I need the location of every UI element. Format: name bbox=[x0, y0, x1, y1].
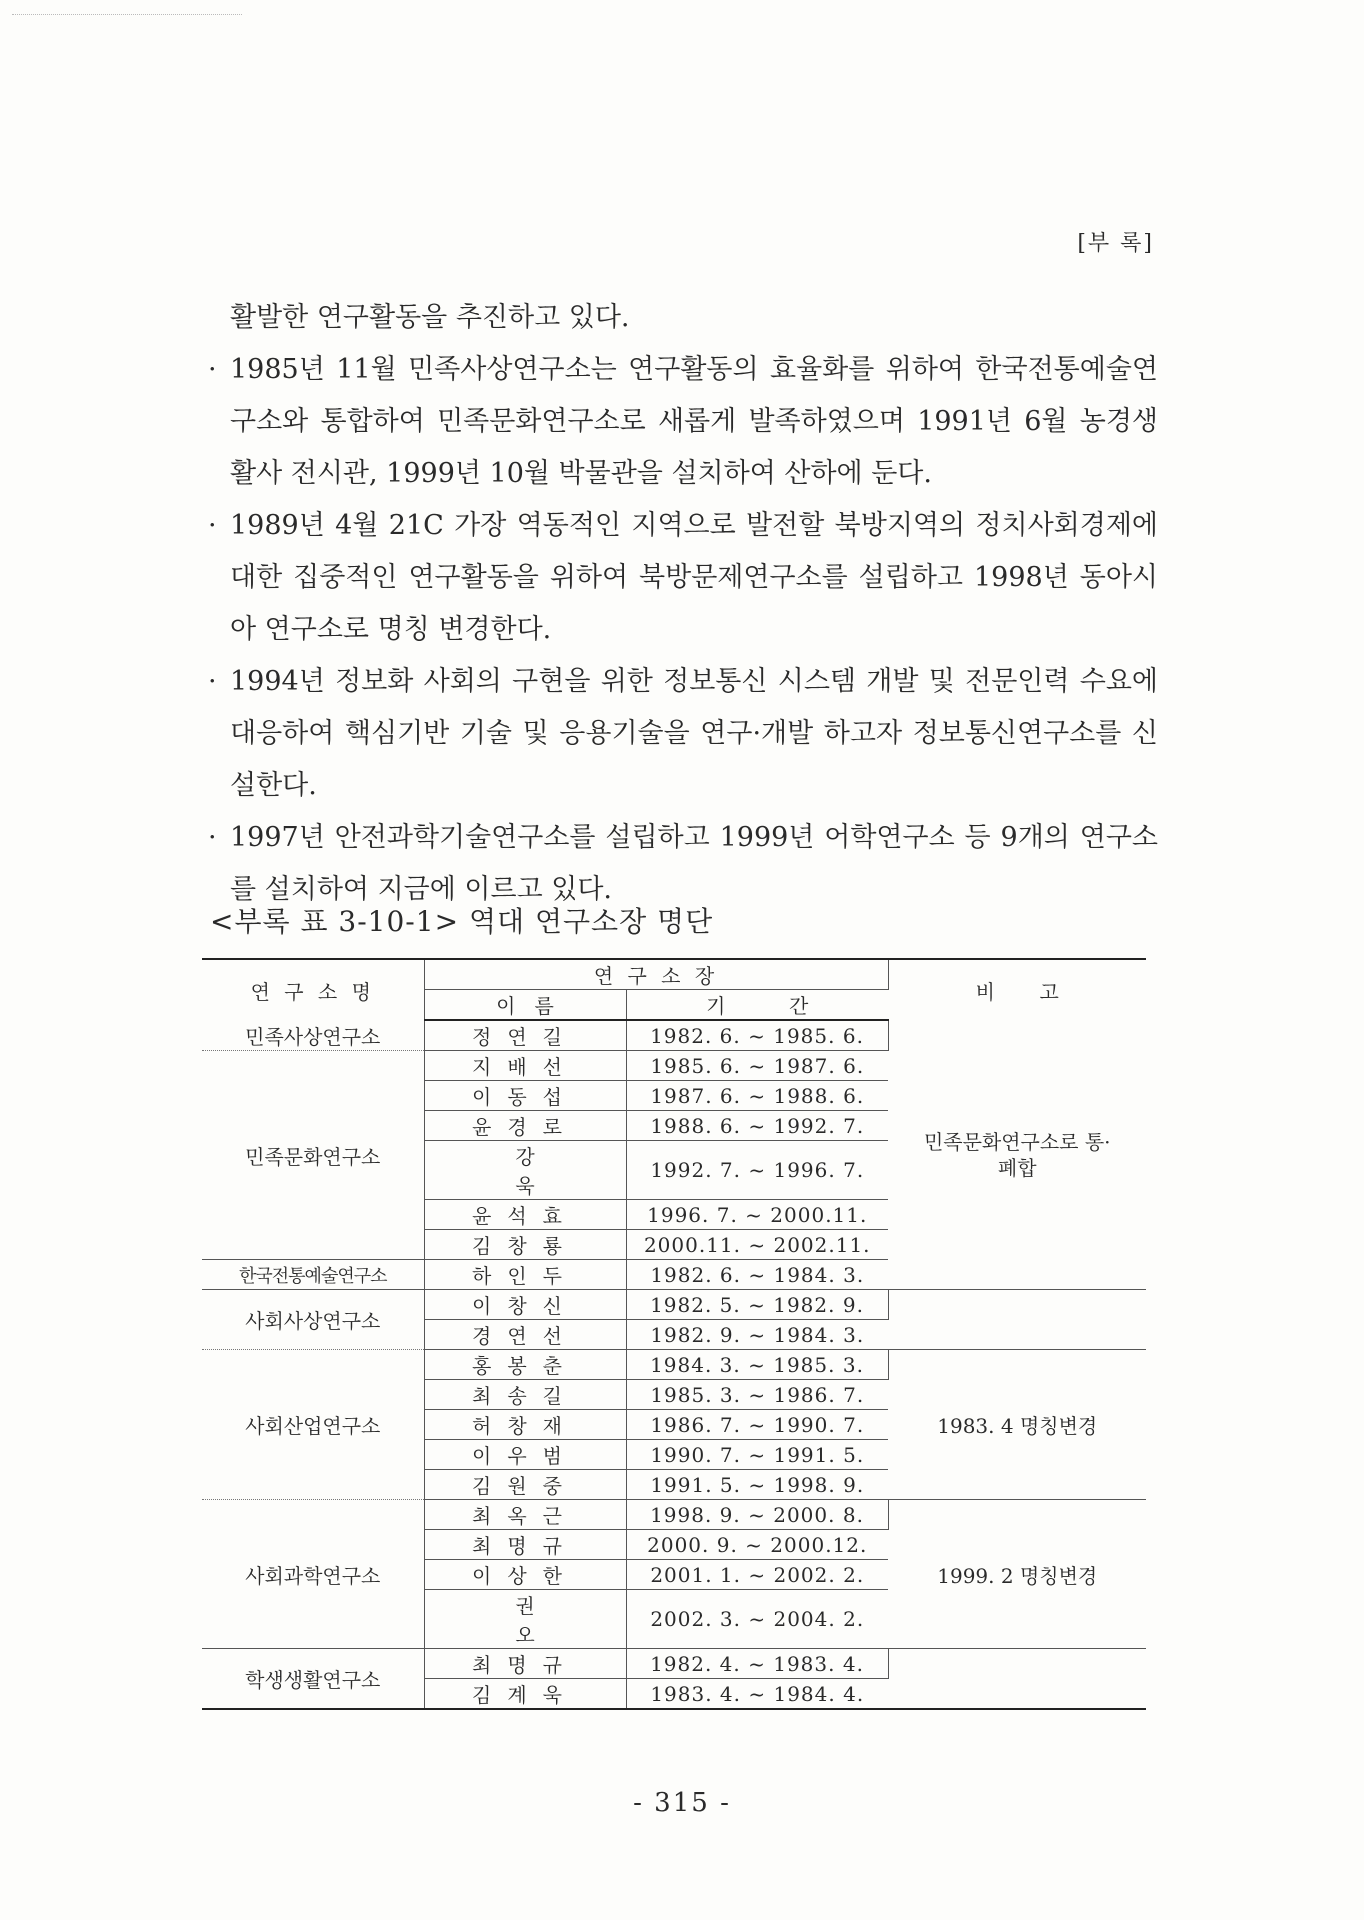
period-cell: 1984. 3. ~ 1985. 3. bbox=[626, 1350, 888, 1380]
institute-cell: 한국전통예술연구소 bbox=[202, 1260, 424, 1290]
institute-cell: 민족사상연구소 bbox=[202, 1020, 424, 1051]
bullet-text: 1997년 안전과학기술연구소를 설립하고 1999년 어학연구소 등 9개의 연구소를 설치하여 지금에 이르고 있다. bbox=[230, 822, 1158, 905]
name-cell: 이창신 bbox=[424, 1290, 626, 1320]
name-cell: 강 욱 bbox=[424, 1141, 626, 1200]
remarks-cell: 1999. 2 명칭변경 bbox=[888, 1500, 1146, 1649]
name-cell: 윤석효 bbox=[424, 1200, 626, 1230]
col-header-institute: 연 구 소 명 bbox=[202, 959, 424, 1020]
remarks-cell-empty bbox=[888, 1290, 1146, 1350]
bullet-mark: · bbox=[208, 354, 217, 385]
name-cell: 최옥근 bbox=[424, 1500, 626, 1530]
table-row bbox=[202, 1290, 1146, 1320]
institute-cell: 민족문화연구소 bbox=[202, 1051, 424, 1260]
bullet-mark: · bbox=[208, 666, 217, 697]
period-cell: 1982. 9. ~ 1984. 3. bbox=[626, 1320, 888, 1350]
period-cell: 1992. 7. ~ 1996. 7. bbox=[626, 1141, 888, 1200]
scan-mark bbox=[12, 14, 242, 15]
period-cell: 1998. 9. ~ 2000. 8. bbox=[626, 1500, 888, 1530]
page-number: - 315 - bbox=[633, 1788, 731, 1818]
period-cell: 1982. 6. ~ 1985. 6. bbox=[626, 1020, 888, 1051]
institute-cell: 학생생활연구소 bbox=[202, 1649, 424, 1710]
bullet-text: 1989년 4월 21C 가장 역동적인 지역으로 발전할 북방지역의 정치사회경제에 대한 집중적인 연구활동을 위하여 북방문제연구소를 설립하고 1998년 동아시아 연구소로 명칭 변경한다. bbox=[230, 510, 1158, 645]
name-cell: 홍봉춘 bbox=[424, 1350, 626, 1380]
institute-cell: 사회과학연구소 bbox=[202, 1500, 424, 1649]
name-cell: 허창재 bbox=[424, 1410, 626, 1440]
table-row bbox=[202, 1500, 1146, 1530]
period-cell: 2001. 1. ~ 2002. 2. bbox=[626, 1560, 888, 1590]
period-cell: 1990. 7. ~ 1991. 5. bbox=[626, 1440, 888, 1470]
name-cell: 최송길 bbox=[424, 1380, 626, 1410]
period-cell: 2000. 9. ~ 2000.12. bbox=[626, 1530, 888, 1560]
col-header-remarks: 비 고 bbox=[888, 959, 1146, 1020]
period-cell: 1982. 6. ~ 1984. 3. bbox=[626, 1260, 888, 1290]
period-cell: 1987. 6. ~ 1988. 6. bbox=[626, 1081, 888, 1111]
period-cell: 1982. 5. ~ 1982. 9. bbox=[626, 1290, 888, 1320]
remarks-cell: 1983. 4 명칭변경 bbox=[888, 1350, 1146, 1500]
bullet-text: 1994년 정보화 사회의 구현을 위한 정보통신 시스템 개발 및 전문인력 수요에 대응하여 핵심기반 기술 및 응용기술을 연구·개발 하고자 정보통신연구소를 신설한다. bbox=[230, 666, 1158, 801]
remarks-cell-empty bbox=[888, 1649, 1146, 1710]
intro-line: 활발한 연구활동을 추진하고 있다. bbox=[230, 302, 630, 333]
institute-cell: 사회사상연구소 bbox=[202, 1290, 424, 1350]
table-row bbox=[202, 1020, 1146, 1051]
col-header-name: 이 름 bbox=[424, 990, 626, 1021]
period-cell: 2000.11. ~ 2002.11. bbox=[626, 1230, 888, 1260]
period-cell: 1982. 4. ~ 1983. 4. bbox=[626, 1649, 888, 1679]
name-cell: 김창룡 bbox=[424, 1230, 626, 1260]
table-row bbox=[202, 1350, 1146, 1380]
section-header: [부 록] bbox=[1077, 231, 1154, 256]
period-cell: 1988. 6. ~ 1992. 7. bbox=[626, 1111, 888, 1141]
col-header-period: 기 간 bbox=[626, 990, 888, 1021]
table-caption: <부록 표 3-10-1> 역대 연구소장 명단 bbox=[210, 905, 714, 938]
name-cell: 이우범 bbox=[424, 1440, 626, 1470]
name-cell: 최명규 bbox=[424, 1649, 626, 1679]
bullet-item bbox=[198, 344, 1158, 500]
bullet-mark: · bbox=[208, 510, 217, 541]
col-header-director: 연 구 소 장 bbox=[424, 959, 888, 990]
name-cell: 이상한 bbox=[424, 1560, 626, 1590]
institute-cell: 사회산업연구소 bbox=[202, 1350, 424, 1500]
body-text bbox=[198, 292, 1158, 916]
period-cell: 1985. 6. ~ 1987. 6. bbox=[626, 1051, 888, 1081]
name-cell: 하인두 bbox=[424, 1260, 626, 1290]
remarks-cell: 민족문화연구소로 통·폐합 bbox=[888, 1020, 1146, 1290]
bullet-text: 1985년 11월 민족사상연구소는 연구활동의 효율화를 위하여 한국전통예술연구소와 통합하여 민족문화연구소로 새롭게 발족하였으며 1991년 6월 농경생활사 전시관, 1999년 10월 박물관을 설치하여 산하에 둔다. bbox=[230, 354, 1158, 489]
bullet-item bbox=[198, 500, 1158, 656]
name-cell: 정연길 bbox=[424, 1020, 626, 1051]
name-cell: 이동섭 bbox=[424, 1081, 626, 1111]
bullet-mark: · bbox=[208, 822, 217, 853]
name-cell: 경연선 bbox=[424, 1320, 626, 1350]
period-cell: 1991. 5. ~ 1998. 9. bbox=[626, 1470, 888, 1500]
name-cell: 김원중 bbox=[424, 1470, 626, 1500]
director-roster-table bbox=[202, 958, 1146, 1710]
name-cell: 최명규 bbox=[424, 1530, 626, 1560]
period-cell: 1983. 4. ~ 1984. 4. bbox=[626, 1679, 888, 1710]
period-cell: 1985. 3. ~ 1986. 7. bbox=[626, 1380, 888, 1410]
name-cell: 김계욱 bbox=[424, 1679, 626, 1710]
period-cell: 1996. 7. ~ 2000.11. bbox=[626, 1200, 888, 1230]
name-cell: 지배선 bbox=[424, 1051, 626, 1081]
period-cell: 2002. 3. ~ 2004. 2. bbox=[626, 1590, 888, 1649]
table-row bbox=[202, 1649, 1146, 1679]
period-cell: 1986. 7. ~ 1990. 7. bbox=[626, 1410, 888, 1440]
name-cell: 윤경로 bbox=[424, 1111, 626, 1141]
bullet-item bbox=[198, 656, 1158, 812]
name-cell: 권 오 bbox=[424, 1590, 626, 1649]
